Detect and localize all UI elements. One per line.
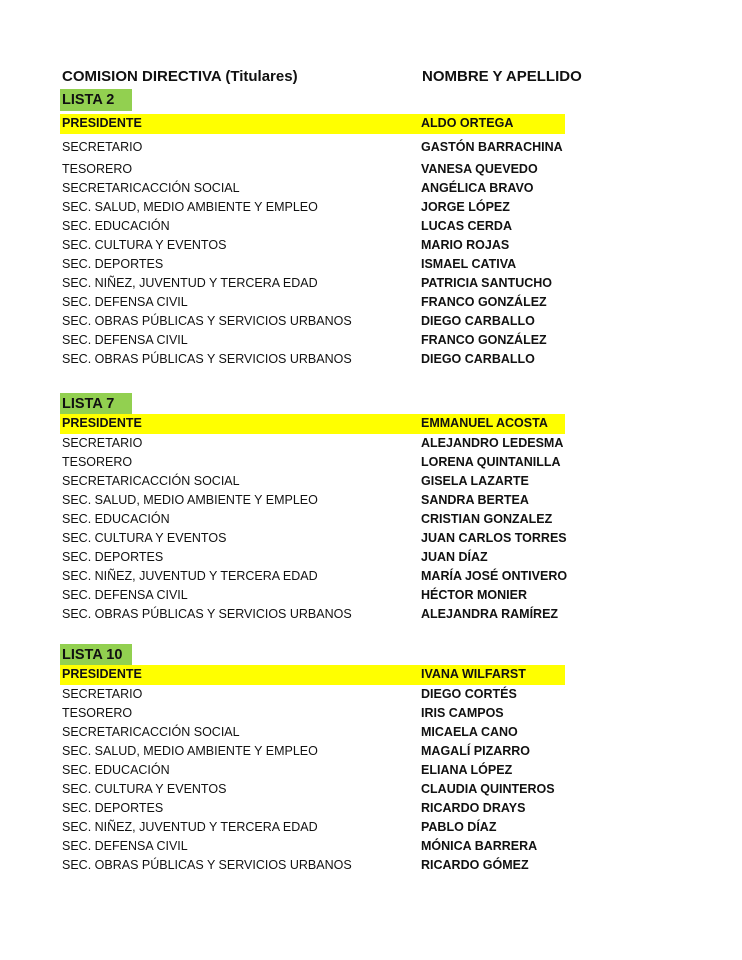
role: SEC. SALUD, MEDIO AMBIENTE Y EMPLEO (62, 744, 318, 758)
name: ELIANA LÓPEZ (421, 763, 513, 777)
role: SEC. NIÑEZ, JUVENTUD Y TERCERA EDAD (62, 820, 318, 834)
name: LORENA QUINTANILLA (421, 455, 561, 469)
name: PABLO DÍAZ (421, 820, 497, 834)
name: JUAN DÍAZ (421, 550, 488, 564)
role: SEC. DEFENSA CIVIL (62, 295, 188, 309)
lista-10-row-presidente (60, 665, 565, 685)
table-row (60, 491, 565, 510)
table-row (60, 761, 565, 780)
name: RICARDO GÓMEZ (421, 858, 529, 872)
name: DIEGO CORTÉS (421, 687, 517, 701)
name: MARÍA JOSÉ ONTIVERO (421, 569, 568, 583)
table-row (60, 236, 565, 255)
name: GASTÓN BARRACHINA (421, 140, 563, 154)
table-row (60, 856, 565, 875)
name: ALEJANDRA RAMÍREZ (421, 607, 559, 621)
header-commission: COMISION DIRECTIVA (Titulares) (62, 68, 298, 85)
table-row (60, 685, 565, 704)
role: SEC. OBRAS PÚBLICAS Y SERVICIOS URBANOS (62, 314, 352, 328)
table-header (62, 68, 582, 88)
role: SEC. DEPORTES (62, 257, 164, 271)
name: IVANA WILFARST (421, 667, 526, 681)
name: MICAELA CANO (421, 725, 518, 739)
header-name: NOMBRE Y APELLIDO (422, 68, 582, 85)
table-row (60, 255, 565, 274)
table-row (60, 742, 565, 761)
table-row (60, 472, 565, 491)
name: EMMANUEL ACOSTA (421, 416, 548, 430)
name: MARIO ROJAS (421, 238, 510, 252)
role: TESORERO (62, 455, 133, 469)
role: PRESIDENTE (62, 667, 142, 681)
role: SECRETARIO (62, 140, 143, 154)
name: MAGALÍ PIZARRO (421, 744, 531, 758)
table-row (60, 293, 565, 312)
table-row (60, 605, 565, 624)
table-row (60, 160, 565, 179)
role: SEC. NIÑEZ, JUVENTUD Y TERCERA EDAD (62, 569, 318, 583)
role: SEC. OBRAS PÚBLICAS Y SERVICIOS URBANOS (62, 352, 352, 366)
table-row (60, 274, 565, 293)
table-row (60, 780, 565, 799)
name: DIEGO CARBALLO (421, 314, 535, 328)
table-row (60, 837, 565, 856)
table-row (60, 138, 565, 157)
role: SEC. NIÑEZ, JUVENTUD Y TERCERA EDAD (62, 276, 318, 290)
role: SEC. SALUD, MEDIO AMBIENTE Y EMPLEO (62, 200, 318, 214)
table-row (60, 799, 565, 818)
lista-7-row-presidente (60, 414, 565, 434)
name: DIEGO CARBALLO (421, 352, 535, 366)
lista-2-label: LISTA 2 (60, 89, 132, 111)
lista-10-label: LISTA 10 (60, 644, 132, 666)
name: ALDO ORTEGA (421, 116, 514, 130)
name: IRIS CAMPOS (421, 706, 504, 720)
name: PATRICIA SANTUCHO (421, 276, 553, 290)
role: SEC. DEPORTES (62, 801, 164, 815)
role: SEC. DEFENSA CIVIL (62, 333, 188, 347)
name: LUCAS CERDA (421, 219, 512, 233)
role: SEC. EDUCACIÓN (62, 763, 170, 777)
name: CRISTIAN GONZALEZ (421, 512, 553, 526)
role: SEC. DEFENSA CIVIL (62, 588, 188, 602)
name: GISELA LAZARTE (421, 474, 529, 488)
table-row (60, 567, 568, 586)
name: CLAUDIA QUINTEROS (421, 782, 555, 796)
lista-2-row-presidente (60, 114, 565, 134)
table-row (60, 350, 565, 369)
table-row (60, 453, 565, 472)
name: ISMAEL CATIVA (421, 257, 517, 271)
role: SECRETARIO (62, 687, 143, 701)
name: VANESA QUEVEDO (421, 162, 538, 176)
lista-7-label: LISTA 7 (60, 393, 132, 415)
name: FRANCO GONZÁLEZ (421, 295, 547, 309)
name: SANDRA BERTEA (421, 493, 529, 507)
role: PRESIDENTE (62, 416, 142, 430)
table-row (60, 548, 565, 567)
role: SEC. SALUD, MEDIO AMBIENTE Y EMPLEO (62, 493, 318, 507)
name: FRANCO GONZÁLEZ (421, 333, 547, 347)
role: SECRETARICACCIÓN SOCIAL (62, 725, 240, 739)
role: PRESIDENTE (62, 116, 142, 130)
table-row (60, 198, 565, 217)
name: ANGÉLICA BRAVO (421, 181, 534, 195)
role: SEC. CULTURA Y EVENTOS (62, 238, 227, 252)
table-row (60, 434, 565, 453)
name: JUAN CARLOS TORRES (421, 531, 567, 545)
table-row (60, 510, 565, 529)
role: SEC. OBRAS PÚBLICAS Y SERVICIOS URBANOS (62, 858, 352, 872)
name: HÉCTOR MONIER (421, 588, 528, 602)
role: SEC. CULTURA Y EVENTOS (62, 531, 227, 545)
table-row (60, 312, 565, 331)
role: SEC. OBRAS PÚBLICAS Y SERVICIOS URBANOS (62, 607, 352, 621)
name: MÓNICA BARRERA (421, 839, 538, 853)
role: SEC. EDUCACIÓN (62, 219, 170, 233)
role: SEC. CULTURA Y EVENTOS (62, 782, 227, 796)
name: ALEJANDRO LEDESMA (421, 436, 564, 450)
table-row (60, 704, 565, 723)
role: SEC. DEFENSA CIVIL (62, 839, 188, 853)
name: JORGE LÓPEZ (421, 200, 510, 214)
table-row (60, 529, 565, 548)
role: TESORERO (62, 162, 133, 176)
role: SEC. DEPORTES (62, 550, 164, 564)
table-row (60, 179, 565, 198)
table-row (60, 586, 565, 605)
role: SECRETARICACCIÓN SOCIAL (62, 474, 240, 488)
role: SEC. EDUCACIÓN (62, 512, 170, 526)
role: TESORERO (62, 706, 133, 720)
name: RICARDO DRAYS (421, 801, 526, 815)
table-row (60, 331, 565, 350)
table-row (60, 217, 565, 236)
role: SECRETARIO (62, 436, 143, 450)
table-row (60, 723, 565, 742)
role: SECRETARICACCIÓN SOCIAL (62, 181, 240, 195)
table-row (60, 818, 565, 837)
